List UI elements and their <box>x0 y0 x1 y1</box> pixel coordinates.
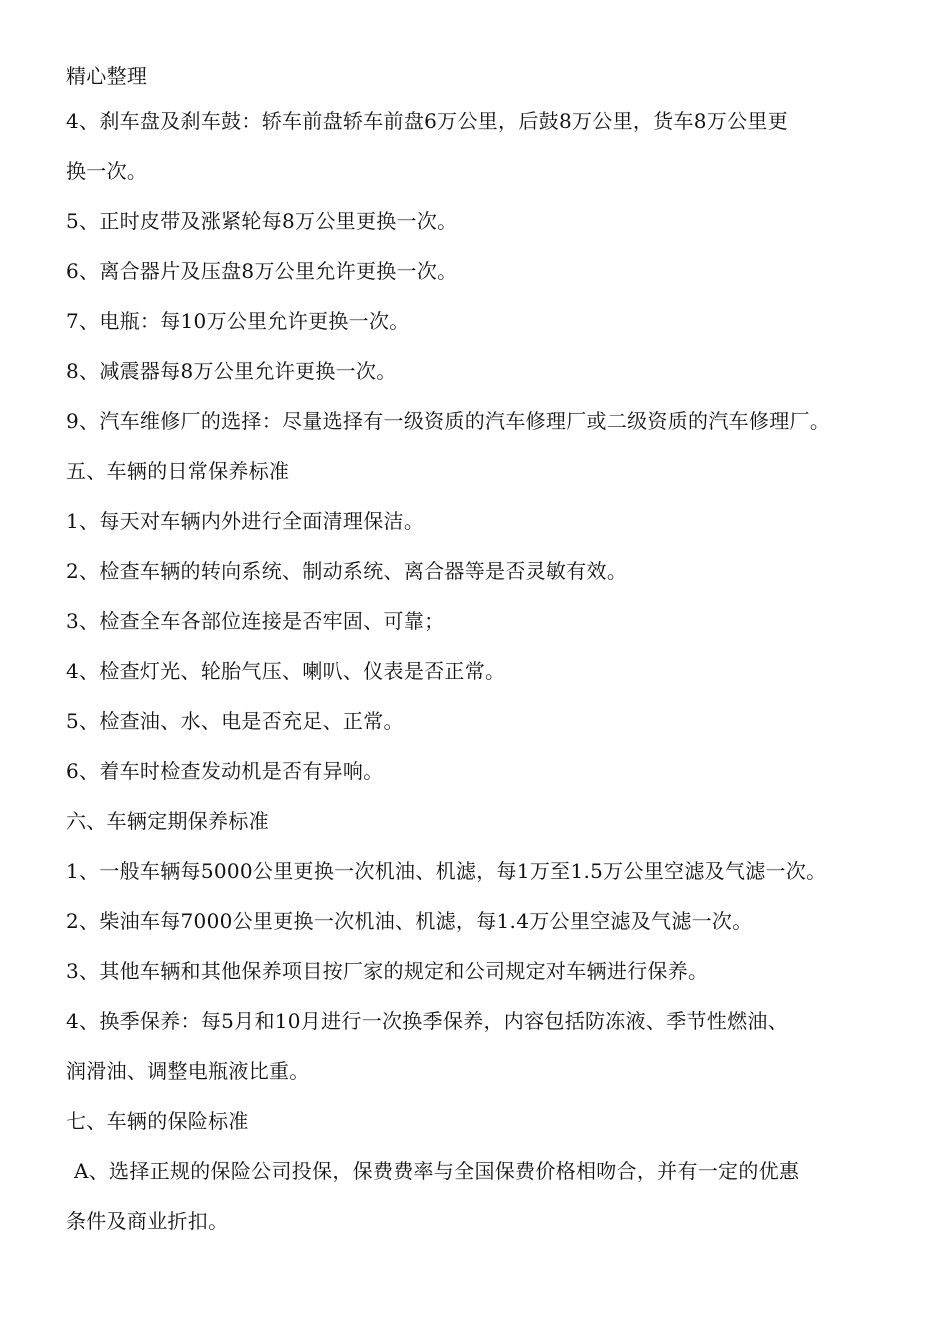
text-line: 4、刹车盘及刹车鼓：轿车前盘轿车前盘6万公里，后鼓8万公里，货车8万公里更 <box>66 109 788 133</box>
text-line: 2、柴油车每7000公里更换一次机油、机滤，每1.4万公里空滤及气滤一次。 <box>66 909 753 933</box>
text-line: 1、每天对车辆内外进行全面清理保洁。 <box>66 509 425 533</box>
section-heading: 七、车辆的保险标准 <box>66 1109 249 1133</box>
text-line: 3、检查全车各部位连接是否牢固、可靠； <box>66 609 445 633</box>
text-line: 5、正时皮带及涨紧轮每8万公里更换一次。 <box>66 209 458 233</box>
text-line: A、选择正规的保险公司投保，保费费率与全国保费价格相吻合，并有一定的优惠 <box>74 1159 800 1183</box>
text-line: 润滑油、调整电瓶液比重。 <box>66 1059 310 1083</box>
document-header: 精心整理 <box>66 64 148 88</box>
text-line: 条件及商业折扣。 <box>66 1209 229 1233</box>
text-line: 1、一般车辆每5000公里更换一次机油、机滤，每1万至1.5万公里空滤及气滤一次。 <box>66 859 827 883</box>
text-line: 8、减震器每8万公里允许更换一次。 <box>66 359 397 383</box>
text-line: 4、换季保养：每5月和10月进行一次换季保养，内容包括防冻液、季节性燃油、 <box>66 1009 788 1033</box>
text-line: 3、其他车辆和其他保养项目按厂家的规定和公司规定对车辆进行保养。 <box>66 959 709 983</box>
text-line: 4、检查灯光、轮胎气压、喇叭、仪表是否正常。 <box>66 659 506 683</box>
text-line: 6、着车时检查发动机是否有异响。 <box>66 759 384 783</box>
text-line: 换一次。 <box>66 159 148 183</box>
section-heading: 六、车辆定期保养标准 <box>66 809 269 833</box>
text-line: 2、检查车辆的转向系统、制动系统、离合器等是否灵敏有效。 <box>66 559 628 583</box>
text-line: 5、检查油、水、电是否充足、正常。 <box>66 709 404 733</box>
text-line: 7、电瓶：每10万公里允许更换一次。 <box>66 309 410 333</box>
section-heading: 五、车辆的日常保养标准 <box>66 459 290 483</box>
text-line: 9、汽车维修厂的选择：尽量选择有一级资质的汽车修理厂或二级资质的汽车修理厂。 <box>66 409 831 433</box>
text-line: 6、离合器片及压盘8万公里允许更换一次。 <box>66 259 458 283</box>
